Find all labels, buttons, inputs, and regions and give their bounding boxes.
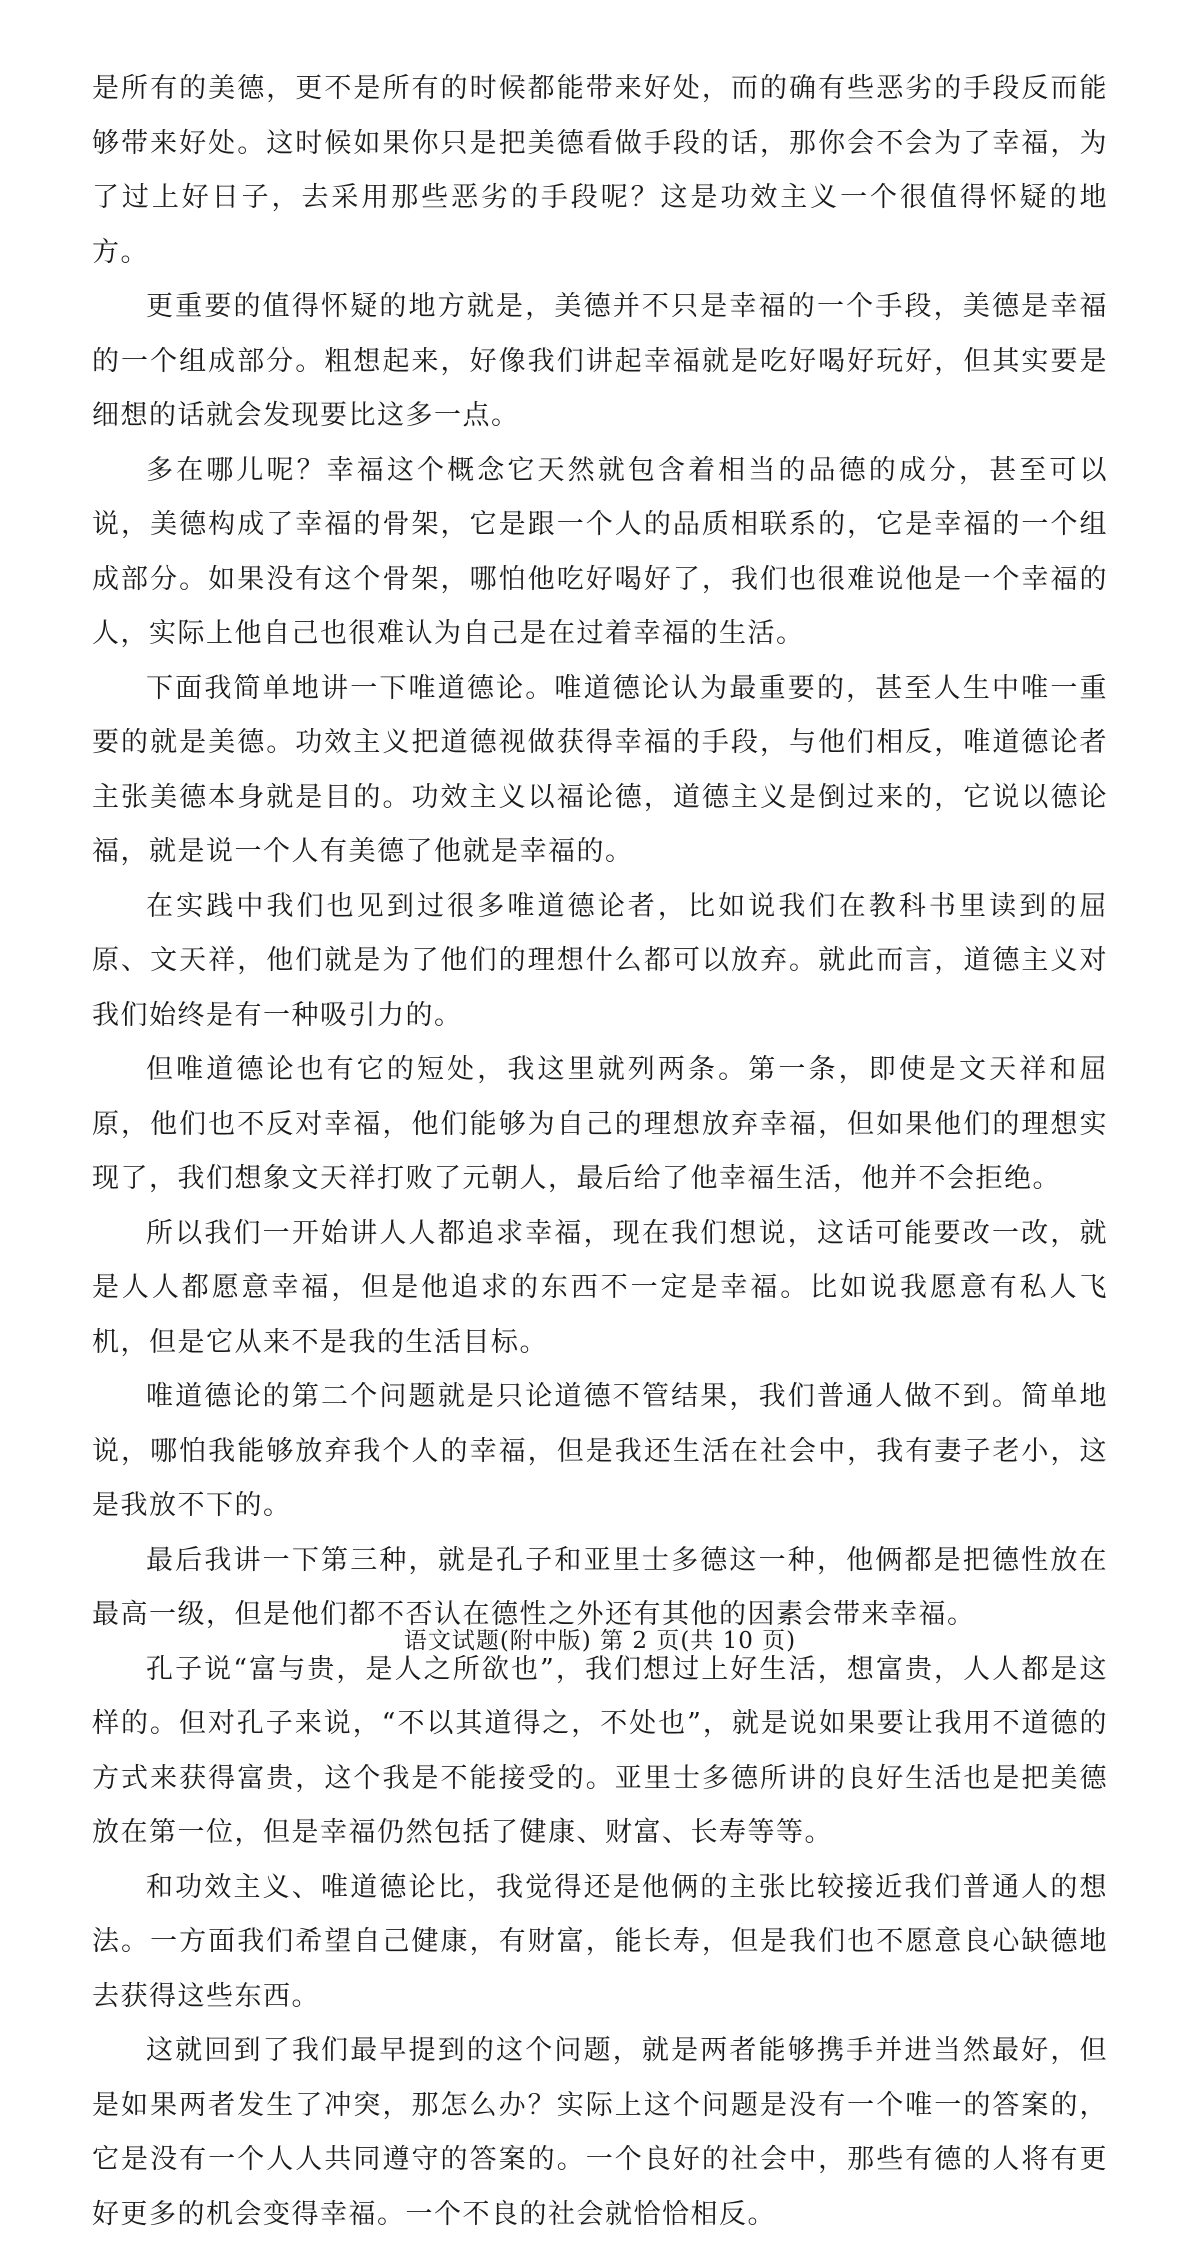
paragraph-6: 但唯道德论也有它的短处，我这里就列两条。第一条，即使是文天祥和屈原，他们也不反对幸福，他们能够为自己的理想放弃幸福，但如果他们的理想实现了，我们想象文天祥打败了元朝人，最后给了他幸福生活，他并不会拒绝。 — [92, 1054, 1108, 1194]
paragraph-3: 多在哪儿呢？幸福这个概念它天然就包含着相当的品德的成分，甚至可以说，美德构成了幸福的骨架，它是跟一个人的品质相联系的，它是幸福的一个组成部分。如果没有这个骨架，哪怕他吃好喝好了，我们也很难说他是一个幸福的人，实际上他自己也很难认为自己是在过着幸福的生活。 — [92, 454, 1108, 649]
page-footer: 语文试题(附中版) 第 2 页(共 10 页) — [403, 1628, 797, 1654]
paragraph-2: 更重要的值得怀疑的地方就是，美德并不只是幸福的一个手段，美德是幸福的一个组成部分。粗想起来，好像我们讲起幸福就是吃好喝好玩好，但其实要是细想的话就会发现要比这多一点。 — [92, 291, 1108, 431]
paragraph-11: 和功效主义、唯道德论比，我觉得还是他俩的主张比较接近我们普通人的想法。一方面我们希望自己健康，有财富，能长寿，但是我们也不愿意良心缺德地去获得这些东西。 — [92, 1871, 1108, 2012]
paragraph-7: 所以我们一开始讲人人都追求幸福，现在我们想说，这话可能要改一改，就是人人都愿意幸福，但是他追求的东西不一定是幸福。比如说我愿意有私人飞机，但是它从来不是我的生活目标。 — [92, 1217, 1108, 1358]
paragraph-1: 是所有的美德，更不是所有的时候都能带来好处，而的确有些恶劣的手段反而能够带来好处。这时候如果你只是把美德看做手段的话，那你会不会为了幸福，为了过上好日子，去采用那些恶劣的手段呢？这是功效主义一个很值得怀疑的地方。 — [92, 73, 1108, 268]
paragraph-4: 下面我简单地讲一下唯道德论。唯道德论认为最重要的，甚至人生中唯一重要的就是美德。功效主义把道德视做获得幸福的手段，与他们相反，唯道德论者主张美德本身就是目的。功效主义以福论德，道德主义是倒过来的，它说以德论福，就是说一个人有美德了他就是幸福的。 — [92, 672, 1108, 867]
paragraph-5: 在实践中我们也见到过很多唯道德论者，比如说我们在教科书里读到的屈原、文天祥，他们就是为了他们的理想什么都可以放弃。就此而言，道德主义对我们始终是有一种吸引力的。 — [92, 890, 1108, 1031]
paragraph-10: 孔子说“富与贵，是人之所欲也”，我们想过上好生活，想富贵，人人都是这样的。但对孔子来说，“不以其道得之，不处也”，就是说如果要让我用不道德的方式来获得富贵，这个我是不能接受的。亚里士多德所讲的良好生活也是把美德放在第一位，但是幸福仍然包括了健康、财富、长寿等等。 — [92, 1653, 1108, 1848]
passage-body — [92, 62, 1108, 2242]
paragraph-8: 唯道德论的第二个问题就是只论道德不管结果，我们普通人做不到。简单地说，哪怕我能够放弃我个人的幸福，但是我还生活在社会中，我有妻子老小，这是我放不下的。 — [92, 1381, 1108, 1521]
paragraph-12: 这就回到了我们最早提到的这个问题，就是两者能够携手并进当然最好，但是如果两者发生了冲突，那怎么办？实际上这个问题是没有一个唯一的答案的，它是没有一个人人共同遵守的答案的。一个良好的社会中，那些有德的人将有更好更多的机会变得幸福。一个不良的社会就恰恰相反。 — [92, 2035, 1108, 2230]
paragraph-9: 最后我讲一下第三种，就是孔子和亚里士多德这一种，他俩都是把德性放在最高一级，但是他们都不否认在德性之外还有其他的因素会带来幸福。 — [92, 1544, 1108, 1630]
